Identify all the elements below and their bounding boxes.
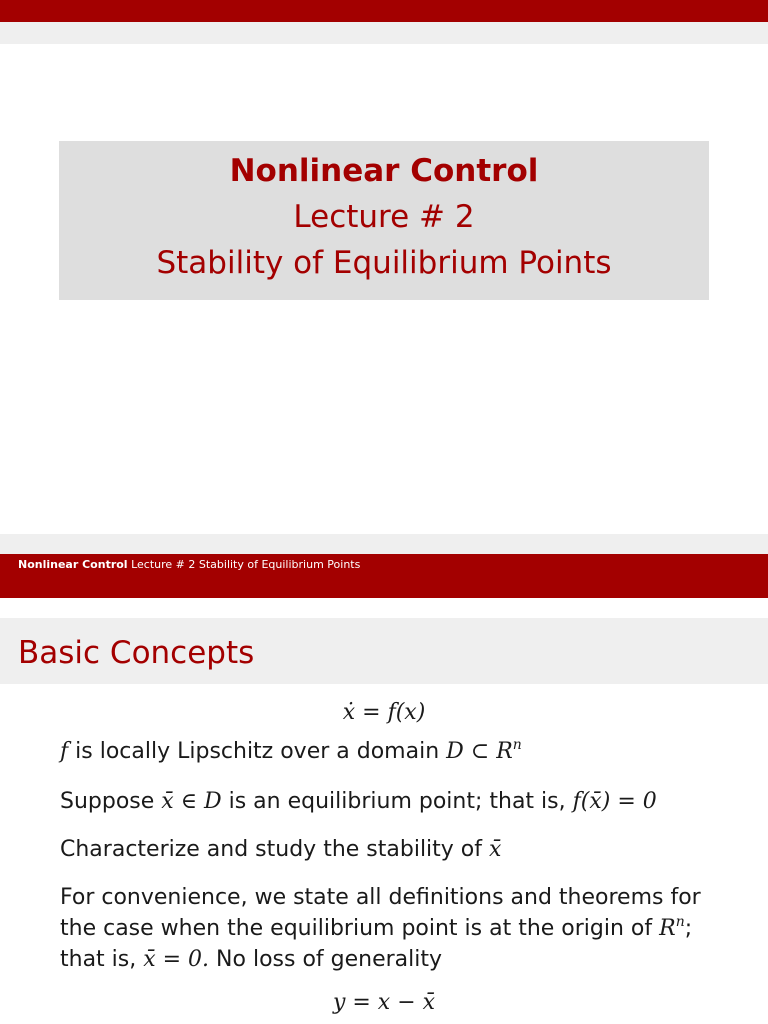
frame-title: Basic Concepts [18,635,255,671]
header-rest: Lecture # 2 Stability of Equilibrium Points [127,558,361,571]
suppose-text: Suppose [60,789,162,814]
equation-system [0,700,768,725]
top-sub-bar [0,22,768,44]
frame-title-bar [0,618,768,684]
domain-sup: n [512,737,522,753]
xbar: x̄ [489,837,502,862]
no-loss-text: No loss of generality [209,947,443,972]
f-xbar-zero: f(x̄) = 0 [572,789,657,814]
domain-math: D ⊂ R [446,739,513,764]
header-bold: Nonlinear Control [18,558,128,571]
slide-title: Nonlinear Control [229,153,539,189]
xbar-zero: x̄ = 0. [143,947,210,972]
rn-sup: n [675,914,685,930]
gap-strip [0,598,768,618]
equilibrium-text: is an equilibrium point; that is, [221,789,573,814]
xbar-in-d: x̄ ∈ D [161,789,222,814]
lipschitz-text: is locally Lipschitz over a domain [68,739,447,764]
paragraph-characterize [60,834,720,865]
rn-math: R [659,916,676,941]
characterize-text: Characterize and study the stability of [60,837,489,862]
paragraph-lipschitz [60,736,720,767]
header-text [18,558,360,571]
slide-subtitle: Lecture # 2 [293,199,475,235]
var-f: f [60,739,69,764]
top-accent-bar [0,0,768,22]
eq1-rhs: f(x) [387,700,426,725]
title-block [59,141,709,300]
slide-topic: Stability of Equilibrium Points [156,245,612,281]
paragraph-equilibrium [60,786,720,817]
header-bar [0,554,768,598]
slide-bottom-bar [0,534,768,554]
paragraph-convenience [60,882,720,975]
eq1-op: = [362,700,381,725]
convenience-text: For convenience, we state all definitions and theorems for the case when the equilibrium point is at the origin of [60,885,701,941]
equation-shift: y = x − x̄ [332,990,436,1015]
that-is-text: ; that is, [60,916,693,972]
eq1-lhs: ẋ [342,700,356,725]
